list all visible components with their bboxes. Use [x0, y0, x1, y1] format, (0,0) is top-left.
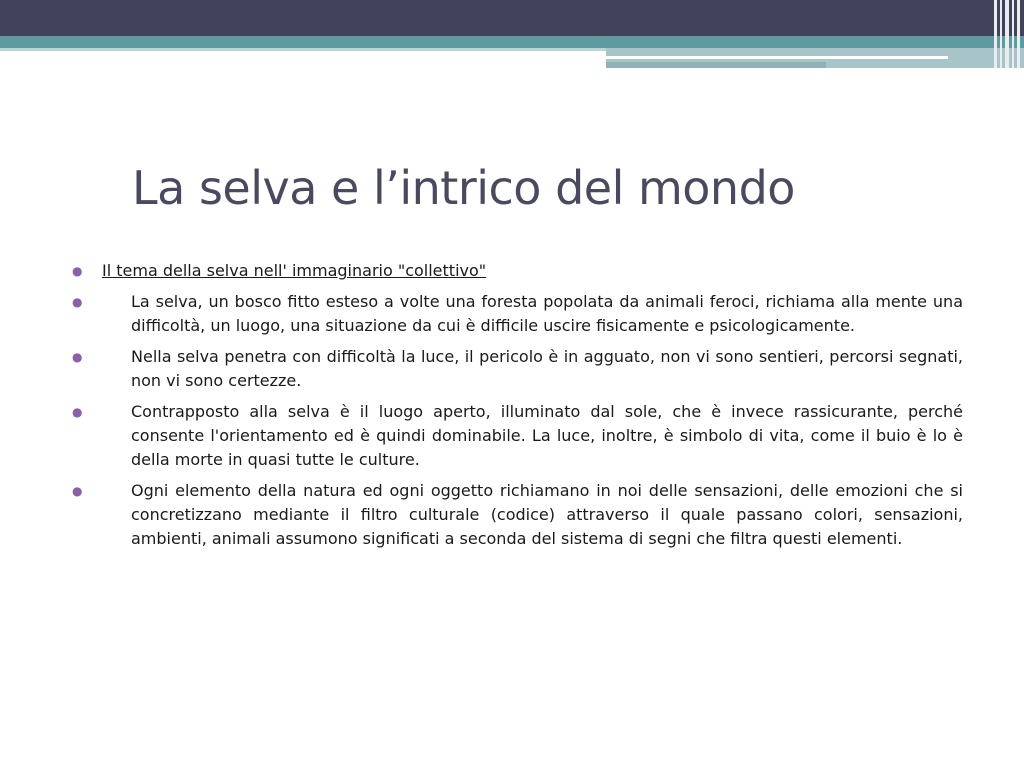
slide-title: La selva e l’intrico del mondo: [132, 161, 795, 215]
bullet-item: [72, 259, 963, 283]
bullet-dot-icon: ●: [72, 264, 83, 278]
bullet-list: [72, 259, 963, 558]
bullet-text: La selva, un bosco fitto esteso a volte una foresta popolata da animali feroci, richiama alla mente una difficoltà, un luogo, una situazione da cui è difficile uscire fisicamente e psicologicamente.: [131, 292, 963, 335]
bullet-item: [72, 400, 963, 472]
header-vertical-stripes: [992, 0, 1024, 68]
bullet-item: [72, 290, 963, 338]
bullet-dot-icon: ●: [72, 484, 83, 498]
header-band-teal: [0, 36, 1024, 48]
header-band-dark: [0, 0, 1024, 36]
bullet-dot-icon: ●: [72, 350, 83, 364]
bullet-item: [72, 345, 963, 393]
bullet-text: Ogni elemento della natura ed ogni oggetto richiamano in noi delle sensazioni, delle emozioni che si concretizzano mediante il filtro culturale (codice) attraverso il quale passano colori, sensazioni, ambienti, animali assumono significati a seconda del sistema di segni che filtra questi elementi.: [131, 481, 963, 548]
header-band-right-line: [606, 56, 948, 59]
header-band-light: [0, 48, 606, 51]
bullet-dot-icon: ●: [72, 295, 83, 309]
header-band-right-strip: [606, 62, 826, 68]
bullet-text: Nella selva penetra con difficoltà la luce, il pericolo è in agguato, non vi sono sentieri, percorsi segnati, non vi sono certezze.: [131, 347, 963, 390]
bullet-dot-icon: ●: [72, 405, 83, 419]
bullet-text: Contrapposto alla selva è il luogo aperto, illuminato dal sole, che è invece rassicurante, perché consente l'orientamento ed è quindi dominabile. La luce, inoltre, è simbolo di vita, come il buio è lo è della morte in quasi tutte le culture.: [131, 402, 963, 469]
bullet-heading-link[interactable]: Il tema della selva nell' immaginario "collettivo": [102, 261, 487, 280]
bullet-item: [72, 479, 963, 551]
